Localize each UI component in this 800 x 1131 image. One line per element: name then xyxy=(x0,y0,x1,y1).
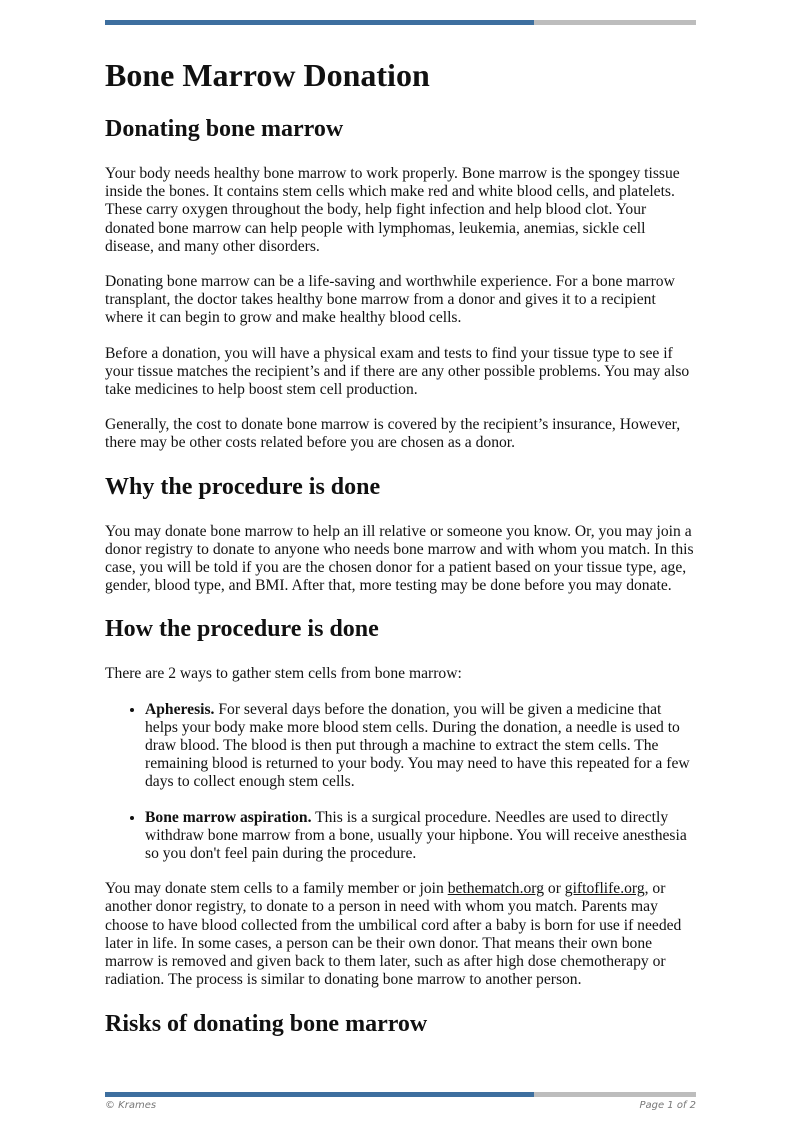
giftoflife-link[interactable]: giftoflife.org xyxy=(564,880,645,898)
header-rule-blue xyxy=(105,20,534,25)
apheresis-term: Apheresis. xyxy=(145,700,215,718)
aspiration-term: Bone marrow aspiration. xyxy=(145,808,312,826)
registry-text-3: , or another donor registry, to donate to a person in need with whom you match. Parents may choose to have blood collected from the umbilical cord after a baby is born for use if needed later in life. In some cases, a person can be their own donor. That means their own bone marrow is removed and given back to them later, such as after high dose chemotherapy or radiation. The process is similar to donating bone marrow to another person. xyxy=(105,880,682,989)
heading-how: How the procedure is done xyxy=(105,616,379,643)
how-intro: There are 2 ways to gather stem cells from bone marrow: xyxy=(105,665,462,683)
donating-paragraph-2: Donating bone marrow can be a life-saving and worthwhile experience. For a bone marrow transplant, the doctor takes healthy bone marrow from a donor and gives it to a recipient where it can begin to grow and make healthy blood cells. xyxy=(105,273,675,327)
footer-rule-grey xyxy=(534,1092,696,1097)
footer-page-number: Page 1 of 2 xyxy=(639,1100,696,1111)
page-footer xyxy=(105,1100,696,1111)
footer-rule-blue xyxy=(105,1092,534,1097)
bethematch-link[interactable]: bethematch.org xyxy=(447,880,544,898)
registry-text-2: or xyxy=(544,880,565,898)
donating-paragraph-1: Your body needs healthy bone marrow to work properly. Bone marrow is the spongey tissue inside the bones. It contains stem cells which make red and white blood cells, and platelets. These carry oxygen throughout the body, help fight infection and help blood clot. Your donated bone marrow can help people with lymphomas, leukemia, anemias, sickle cell disease, and many other disorders. xyxy=(105,165,680,255)
apheresis-text: For several days before the donation, you will be given a medicine that helps your body make more blood stem cells. During the donation, a needle is used to draw blood. The blood is then put through a machine to extract the stem cells. The remaining blood is returned to your body. You may need to have this repeated for a few days to collect enough stem cells. xyxy=(145,700,690,791)
methods-list xyxy=(105,701,696,864)
heading-donating: Donating bone marrow xyxy=(105,116,344,142)
why-paragraph: You may donate bone marrow to help an ill relative or someone you know. Or, you may join a donor registry to donate to anyone who needs bone marrow and with whom you match. In this case, you will be told if you are the chosen donor for a patient based on your tissue type, age, gender, blood type, and BMI. After that, more testing may be done before you may donate. xyxy=(105,522,694,595)
donating-paragraph-4: Generally, the cost to donate bone marrow is covered by the recipient’s insurance, However, there may be other costs related before you are chosen as a donor. xyxy=(105,416,681,452)
donating-paragraph-3: Before a donation, you will have a physical exam and tests to find your tissue type to see if your tissue matches the recipient’s and if there are any other possible problems. You may also take medicines to help boost stem cell production. xyxy=(105,344,690,399)
header-rule-grey xyxy=(534,20,696,25)
footer-copyright: © Krames xyxy=(105,1100,157,1111)
footer-rule xyxy=(105,1092,696,1097)
page-title: Bone Marrow Donation xyxy=(105,57,430,93)
registry-paragraph xyxy=(105,880,696,989)
list-item-aspiration xyxy=(145,809,696,864)
registry-text-1: You may donate stem cells to a family member or join xyxy=(105,880,448,898)
heading-risks: Risks of donating bone marrow xyxy=(105,1010,428,1037)
list-item-apheresis xyxy=(145,701,696,792)
heading-why: Why the procedure is done xyxy=(105,473,381,500)
header-rule xyxy=(105,20,696,25)
document-body xyxy=(105,53,696,1060)
aspiration-text: This is a surgical procedure. Needles are used to directly withdraw bone marrow from a bone, usually your hipbone. You will receive anesthesia so you don't feel pain during the procedure. xyxy=(145,808,687,863)
